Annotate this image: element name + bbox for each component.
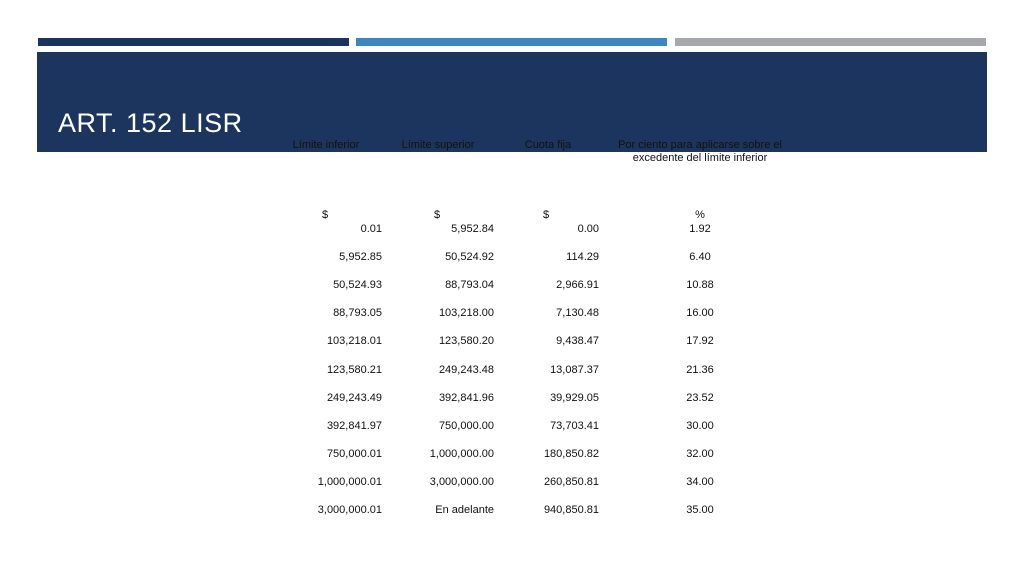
table-cell: 750,000.00 xyxy=(438,419,494,432)
table-cell: 249,243.48 xyxy=(438,363,494,376)
table-cell: 103,218.00 xyxy=(438,307,494,320)
table-cell: 0.00 xyxy=(577,223,599,235)
accent-bar-blue xyxy=(356,38,667,46)
table-cell: 1,000,000.01 xyxy=(317,475,382,488)
table-cell: 3,000,000.01 xyxy=(317,504,382,516)
table-cell: 123,580.21 xyxy=(326,363,382,376)
table-cell: 392,841.97 xyxy=(326,419,382,432)
header-por-ciento: Por ciento para aplicarse sobre el excedente del límite inferior xyxy=(618,139,782,164)
accent-bar-dark xyxy=(38,38,349,46)
table-cell: 88,793.04 xyxy=(445,279,494,292)
table-cell: 16.00 xyxy=(686,307,714,320)
unit-symbol: $ xyxy=(321,209,329,221)
table-cell: 17.92 xyxy=(686,335,714,348)
table-cell: 50,524.93 xyxy=(333,279,382,292)
table-cell: 123,580.20 xyxy=(438,335,494,348)
table-cell: 6.40 xyxy=(689,251,711,264)
table-cell: 35.00 xyxy=(686,504,714,516)
table-cell: 2,966.91 xyxy=(556,279,599,292)
unit-symbol: $ xyxy=(433,209,441,221)
table-cell: 5,952.84 xyxy=(451,223,494,235)
table-cell: 0.01 xyxy=(360,223,382,235)
table-cell: 7,130.48 xyxy=(556,307,599,320)
table-cell: 180,850.82 xyxy=(543,447,599,460)
table-cell: 30.00 xyxy=(686,419,714,432)
table-cell: 114.29 xyxy=(566,251,599,264)
table-cell: 940,850.81 xyxy=(543,504,599,516)
table-cell: 1.92 xyxy=(689,223,711,235)
table-cell: 10.88 xyxy=(686,279,714,292)
header-limite-inferior: Límite inferior xyxy=(292,139,360,151)
table-cell: 23.52 xyxy=(686,391,714,404)
table-cell: 39,929.05 xyxy=(550,391,599,404)
table-cell: 103,218.01 xyxy=(326,335,382,348)
table-cell: 249,243.49 xyxy=(326,391,382,404)
table-cell: 13,087.37 xyxy=(550,363,599,376)
table-cell: 9,438.47 xyxy=(556,335,599,348)
table-cell: 750,000.01 xyxy=(326,447,382,460)
table-cell: 50,524.92 xyxy=(445,251,494,264)
table-cell: 260,850.81 xyxy=(543,475,599,488)
table-cell: 21.36 xyxy=(686,363,714,376)
table-cell: 3,000,000.00 xyxy=(429,475,494,488)
table-cell: 5,952.85 xyxy=(339,251,382,264)
unit-symbol: $ xyxy=(542,209,550,221)
table-cell: 392,841.96 xyxy=(438,391,494,404)
table-cell: 88,793.05 xyxy=(333,307,382,320)
table-cell: 32.00 xyxy=(686,447,714,460)
table-cell: 34.00 xyxy=(686,475,714,488)
table-cell: En adelante xyxy=(435,504,494,516)
slide-title: ART. 152 LISR xyxy=(58,108,243,138)
header-limite-superior: Límite superior xyxy=(401,139,475,151)
table-cell: 1,000,000.00 xyxy=(429,447,494,460)
table-cell: 73,703.41 xyxy=(550,419,599,432)
unit-symbol: % xyxy=(695,209,705,221)
accent-bar-gray xyxy=(675,38,986,46)
header-cuota-fija: Cuota fija xyxy=(524,139,572,151)
